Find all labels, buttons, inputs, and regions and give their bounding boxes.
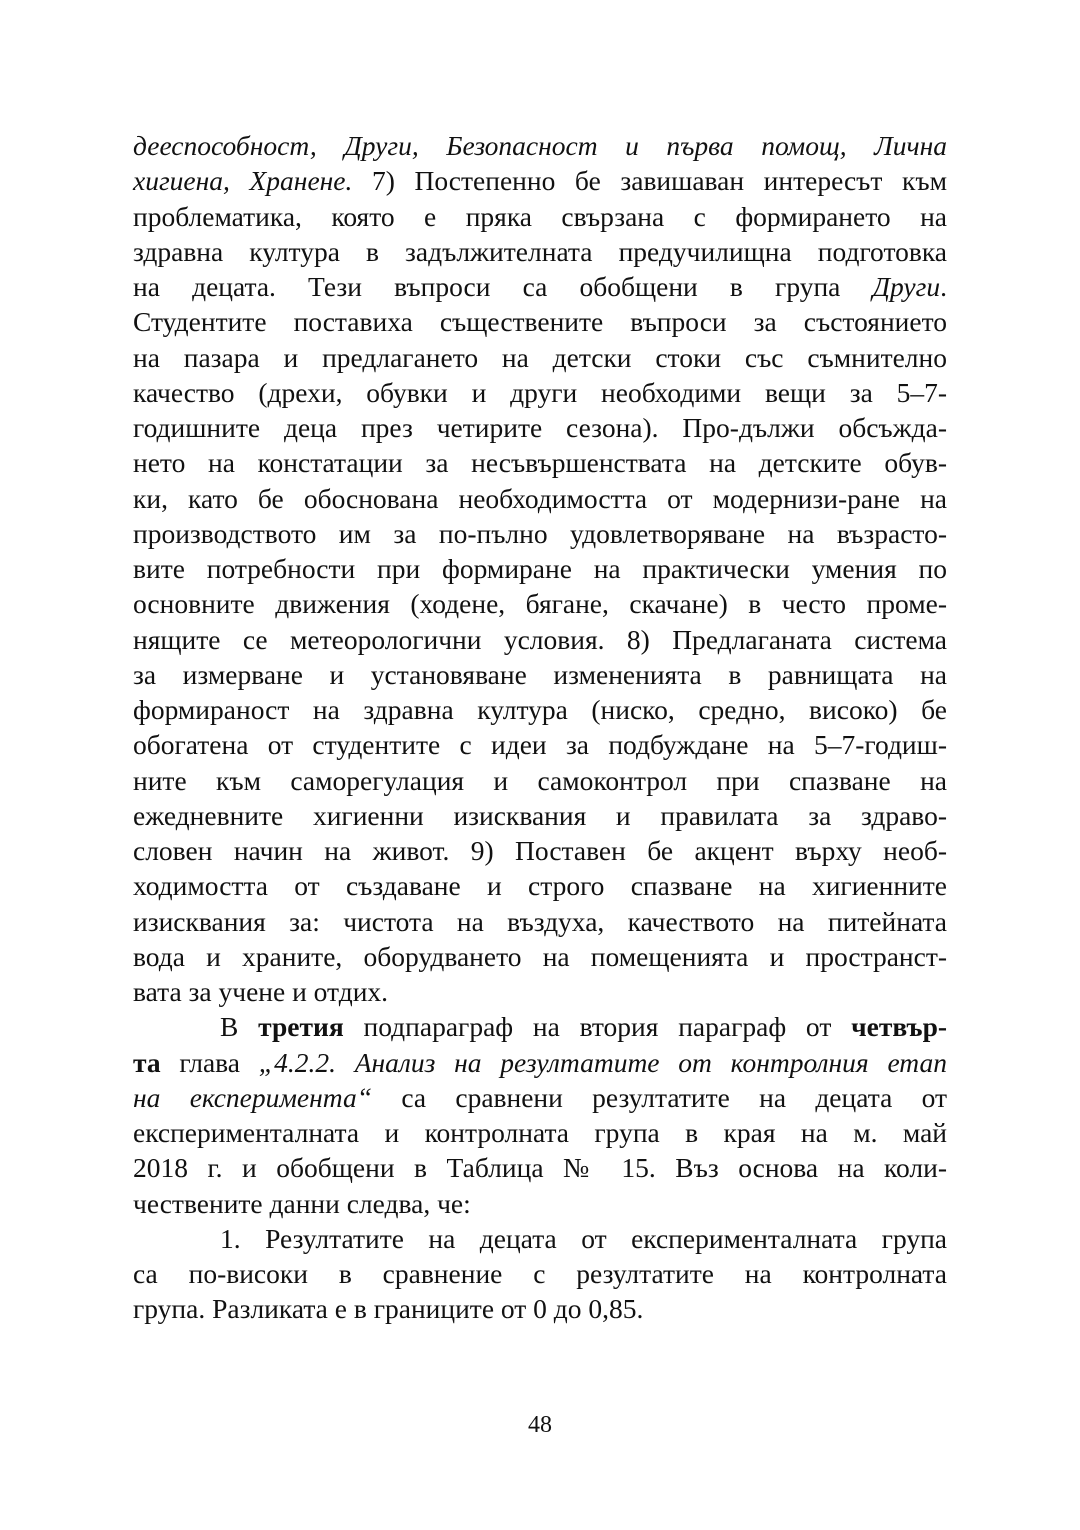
text-span: Студентите поставиха съществените въпроси за състоянието (133, 306, 947, 338)
text-span: словен начин на живот. 9) Поставен бе акцент върху необ- (133, 835, 947, 866)
text-span: ходимостта от създаване и строго спазване на хигиенните (133, 870, 947, 902)
text-line-18 (133, 727, 947, 762)
text-span: В (220, 1011, 259, 1043)
text-span: ежедневните хигиенни изисквания и правилата за здраво- (133, 799, 947, 831)
text-span: обогатена от студентите с идеи за подбуждане на 5–7-годиш- (133, 729, 947, 761)
text-span: на децата. Тези въпроси са обобщени в група (133, 271, 873, 302)
text-span: здравна култура в задължителната предучилищна подготовка (133, 235, 947, 267)
text-span: . (940, 271, 947, 302)
text-line-12 (133, 516, 947, 551)
text-span: 1. Резултатите на децата от експерименталната група (220, 1222, 947, 1254)
text-span: на пазара и предлагането на детски стоки със съмнително (133, 341, 947, 373)
text-line-5 (133, 269, 947, 304)
text-line-10 (133, 445, 947, 480)
text-line-30 (133, 1150, 947, 1185)
text-line-34 (133, 1291, 947, 1326)
text-span: чествените данни следва, че: (133, 1187, 471, 1219)
text-line-11 (133, 481, 947, 516)
text-span: 2018 г. и обобщени в Таблица № 15. Въз основа на коли- (133, 1152, 947, 1184)
text-span: експерименталната и контролната група в края на м. май (133, 1117, 947, 1148)
text-span: хигиена, Хранене. (133, 165, 353, 197)
text-line-26 (133, 1009, 947, 1044)
text-line-4 (133, 234, 947, 269)
text-line-20 (133, 798, 947, 833)
text-span: основните движения (ходене, бягане, скачане) в често проме- (133, 588, 947, 620)
text-line-27 (133, 1045, 947, 1080)
text-span: та (133, 1046, 161, 1078)
text-span: глава (160, 1046, 259, 1078)
text-line-2 (133, 163, 947, 198)
text-line-25 (133, 974, 947, 1009)
text-line-15 (133, 622, 947, 657)
text-line-16 (133, 657, 947, 692)
text-span: са сравнени резултатите на децата от (372, 1081, 947, 1113)
text-line-6 (133, 304, 947, 339)
text-line-29 (133, 1115, 947, 1150)
text-span: ните към саморегулация и самоконтрол при спазване на (133, 764, 947, 796)
text-line-7 (133, 340, 947, 375)
text-line-19 (133, 763, 947, 798)
text-span: третия (258, 1011, 344, 1043)
text-span: група. Разликата е в границите от 0 до 0,85. (133, 1293, 644, 1325)
text-span: изисквания за: чистота на въздуха, качеството на питейната (133, 905, 947, 937)
text-span: четвър- (851, 1011, 948, 1043)
text-span: вода и храните, оборудването на помещенията и пространст- (133, 940, 947, 972)
text-span: ки, като бе обоснована необходимостта от модернизи-ране на (133, 482, 947, 514)
text-line-31 (133, 1186, 947, 1221)
text-span: Други (872, 271, 941, 302)
text-line-8 (133, 375, 947, 410)
text-line-9 (133, 410, 947, 445)
page-number: 48 (528, 1412, 552, 1438)
text-span: формираност на здравна култура (ниско, средно, високо) бе (133, 694, 947, 725)
text-span: производството им за по-пълно удовлетворяване на възрасто- (133, 517, 947, 549)
text-line-21 (133, 833, 947, 868)
text-span: дееспособност, Други, Безопасност и първа помощ, Лична (133, 130, 947, 161)
text-line-32 (133, 1221, 947, 1256)
text-span: за измерване и установяване измененията в равнищата на (133, 658, 947, 690)
text-span: нето на констатации за несъвършенствата на детските обув- (133, 447, 947, 479)
text-line-3 (133, 199, 947, 234)
text-span: подпараграф на втория параграф от (343, 1011, 852, 1043)
text-span: са по-високи в сравнение с резултатите на контролната (133, 1258, 947, 1289)
text-line-17 (133, 692, 947, 727)
text-line-14 (133, 586, 947, 621)
text-line-22 (133, 868, 947, 903)
text-line-28 (133, 1080, 947, 1115)
text-span: на експеримента“ (133, 1081, 373, 1113)
body-text (133, 128, 947, 1327)
text-span: проблематика, която е пряка свързана с формирането на (133, 200, 947, 232)
text-span: вите потребности при формиране на практически умения по (133, 553, 947, 584)
text-line-33 (133, 1256, 947, 1291)
text-span: годишните деца през четирите сезона). Про-дължи обсъжда- (133, 412, 947, 443)
text-span: нящите се метеорологични условия. 8) Предлаганата система (133, 623, 947, 655)
text-span: вата за учене и отдих. (133, 976, 389, 1007)
text-line-23 (133, 904, 947, 939)
text-line-1 (133, 128, 947, 163)
text-span: 7) Постепенно бе завишаван интересът към (352, 165, 948, 197)
text-line-24 (133, 939, 947, 974)
text-line-13 (133, 551, 947, 586)
text-span: „4.2.2. Анализ на резултатите от контролния етап (258, 1046, 947, 1078)
text-span: качество (дрехи, обувки и други необходими вещи за 5–7- (133, 376, 947, 408)
